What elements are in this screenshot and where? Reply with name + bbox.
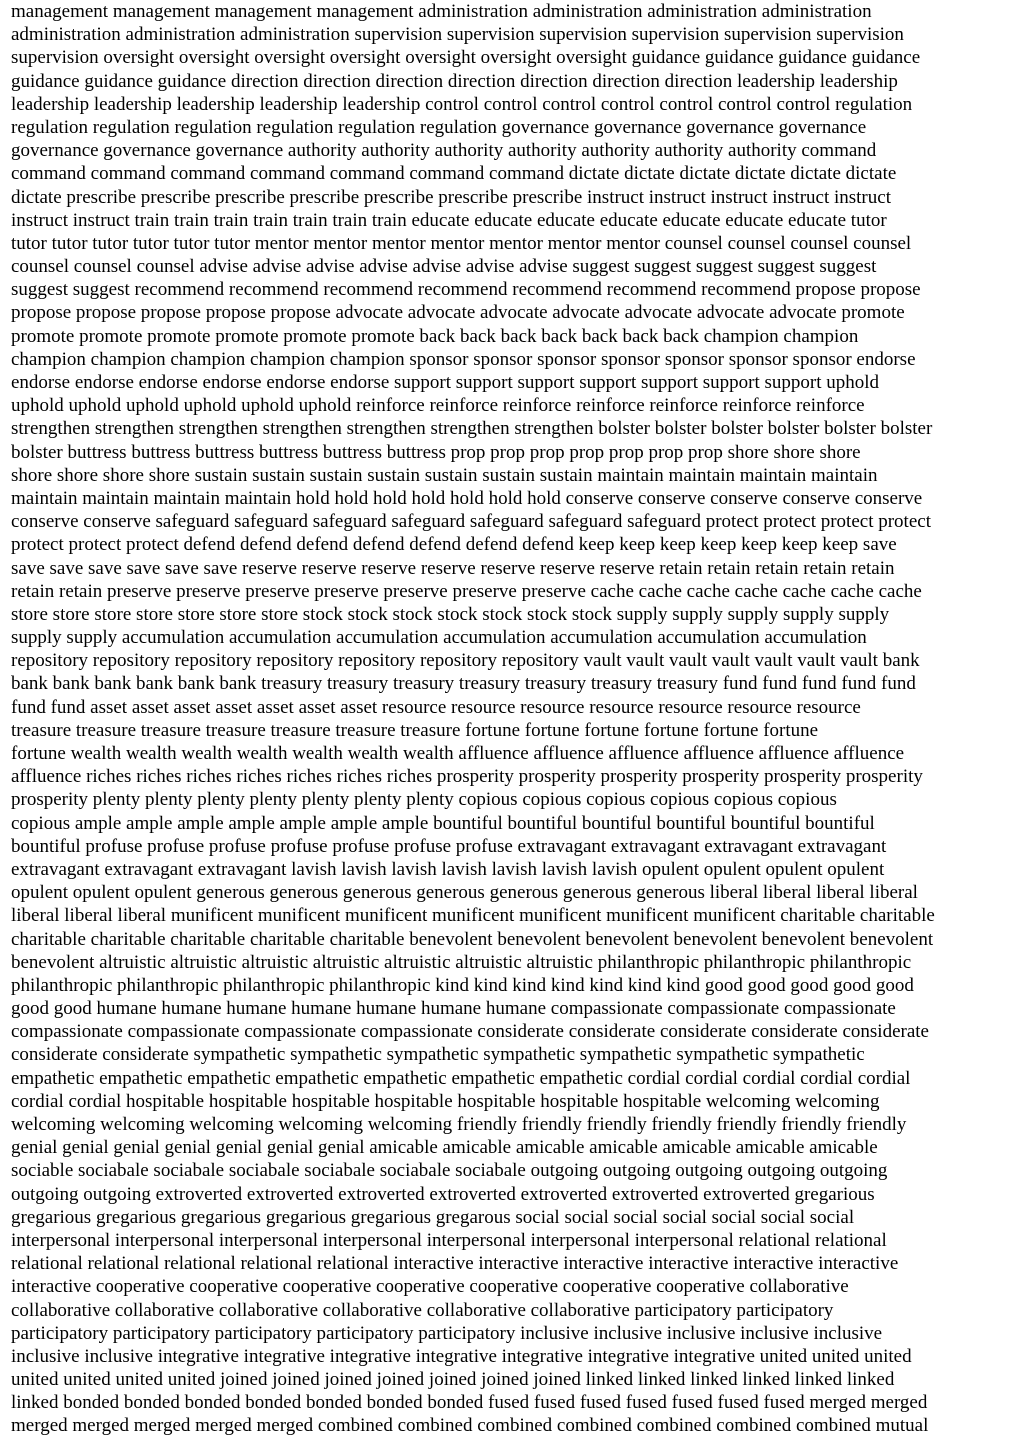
text-line: guidance guidance guidance direction direction direction direction direction direction direction leadership leadership — [11, 70, 898, 92]
text-line: endorse endorse endorse endorse endorse endorse support support support support support support support uphold — [11, 372, 880, 393]
text-line: good good humane humane humane humane humane humane humane compassionate compassionate compassionate — [11, 998, 896, 1020]
text-line: considerate considerate sympathetic sympathetic sympathetic sympathetic sympathetic sympathetic sympathetic — [11, 1044, 865, 1066]
text-line: retain retain preserve preserve preserve preserve preserve preserve preserve cache cache cache cache cache cache cache — [11, 580, 922, 602]
text-line: bank bank bank bank bank bank treasury treasury treasury treasury treasury treasury treasury fund fund fund fund fund — [11, 673, 916, 695]
text-line: uphold uphold uphold uphold uphold uphold reinforce reinforce reinforce reinforce reinforce reinforce reinforce — [11, 395, 865, 417]
text-line: promote promote promote promote promote promote back back back back back back back champion champion — [11, 325, 859, 347]
text-line: welcoming welcoming welcoming welcoming welcoming friendly friendly friendly friendly friendly friendly friendly — [11, 1114, 907, 1135]
text-line: management management management management administration administration administration administration — [11, 1, 872, 22]
text-line: linked bonded bonded bonded bonded bonded bonded bonded fused fused fused fused fused fused fused merged merged — [11, 1392, 928, 1414]
text-line: cordial cordial hospitable hospitable hospitable hospitable hospitable hospitable hospitable welcoming welcoming — [11, 1090, 880, 1112]
text-line: charitable charitable charitable charitable charitable benevolent benevolent benevolent benevolent benevolent benevolent — [11, 928, 934, 950]
text-line: treasure treasure treasure treasure treasure treasure treasure fortune fortune fortune fortune fortune fortune — [11, 719, 819, 741]
text-line: interactive cooperative cooperative cooperative cooperative cooperative cooperative cooperative collaborative — [11, 1276, 849, 1298]
text-line: fund fund asset asset asset asset asset asset asset resource resource resource resource resource resource resource — [11, 696, 861, 718]
text-line: champion champion champion champion champion sponsor sponsor sponsor sponsor sponsor sponsor sponsor endorse — [11, 348, 916, 370]
text-line: strengthen strengthen strengthen strengthen strengthen strengthen strengthen bolster bolster bolster bolster bolster bolster — [11, 418, 933, 440]
text-line: leadership leadership leadership leadership leadership control control control control control control control regulation — [11, 93, 913, 115]
text-line: extravagant extravagant extravagant lavish lavish lavish lavish lavish lavish lavish opulent opulent opulent opulent — [11, 858, 885, 880]
text-line: compassionate compassionate compassionate compassionate considerate considerate considerate considerate considerate — [11, 1021, 929, 1043]
text-line: opulent opulent opulent generous generous generous generous generous generous generous liberal liberal liberal liberal — [11, 882, 918, 904]
text-line: tutor tutor tutor tutor tutor tutor mentor mentor mentor mentor mentor mentor mentor counsel counsel counsel counsel — [11, 232, 912, 254]
text-line: philanthropic philanthropic philanthropic philanthropic kind kind kind kind kind kind kind good good good good good — [11, 974, 914, 996]
text-line: empathetic empathetic empathetic empathetic empathetic empathetic empathetic cordial cordial cordial cordial cordial — [11, 1067, 911, 1089]
text-line: instruct instruct train train train train train train train educate educate educate educate educate educate educate tutor — [11, 209, 887, 231]
text-line: administration administration administration supervision supervision supervision supervision supervision supervision — [11, 24, 904, 46]
text-line: protect protect protect defend defend defend defend defend defend defend keep keep keep keep keep keep keep save — [11, 534, 897, 556]
text-line: bolster buttress buttress buttress buttress buttress buttress prop prop prop prop prop prop prop shore shore shore — [11, 441, 861, 463]
text-line: benevolent altruistic altruistic altruistic altruistic altruistic altruistic altruistic philanthropic philanthropic philanthropic — [11, 951, 912, 973]
text-line: relational relational relational relational relational interactive interactive interactive interactive interactive interactive — [11, 1253, 899, 1275]
text-line: inclusive inclusive integrative integrative integrative integrative integrative integrative integrative united united united — [11, 1345, 912, 1367]
text-line: collaborative collaborative collaborative collaborative collaborative collaborative participatory participatory — [11, 1299, 834, 1321]
text-line: repository repository repository repository repository repository repository vault vault vault vault vault vault vault bank — [11, 650, 920, 672]
text-line: supply supply accumulation accumulation accumulation accumulation accumulation accumulation accumulation — [11, 627, 867, 649]
text-line: propose propose propose propose propose advocate advocate advocate advocate advocate advocate advocate promote — [11, 302, 905, 324]
text-line: liberal liberal liberal munificent munificent munificent munificent munificent munificent munificent charitable charitable — [11, 905, 935, 927]
text-line: counsel counsel counsel advise advise advise advise advise advise advise suggest suggest suggest suggest suggest — [11, 256, 877, 278]
text-line: shore shore shore shore sustain sustain sustain sustain sustain sustain sustain maintain maintain maintain maintain — [11, 464, 878, 486]
text-line: interpersonal interpersonal interpersonal interpersonal interpersonal interpersonal interpersonal relational relational — [11, 1229, 887, 1251]
text-line: dictate prescribe prescribe prescribe prescribe prescribe prescribe prescribe instruct instruct instruct instruct instruct — [11, 186, 891, 208]
text-line: bountiful profuse profuse profuse profuse profuse profuse profuse extravagant extravagant extravagant extravagant — [11, 835, 887, 857]
text-line: sociable sociabale sociabale sociabale sociabale sociabale sociabale outgoing outgoing outgoing outgoing outgoing — [11, 1160, 888, 1182]
document-body-text — [11, 0, 1017, 1438]
text-line: copious ample ample ample ample ample ample ample bountiful bountiful bountiful bountiful bountiful bountiful — [11, 812, 875, 834]
text-line: save save save save save save reserve reserve reserve reserve reserve reserve reserve retain retain retain retain retain — [11, 557, 895, 579]
text-line: suggest suggest recommend recommend recommend recommend recommend recommend recommend propose propose — [11, 279, 921, 301]
text-line: conserve conserve safeguard safeguard safeguard safeguard safeguard safeguard safeguard protect protect protect protect — [11, 511, 931, 533]
text-line: united united united united joined joined joined joined joined joined joined linked linked linked linked linked linked — [11, 1369, 895, 1391]
text-line: maintain maintain maintain maintain hold hold hold hold hold hold hold conserve conserve conserve conserve conserve — [11, 487, 923, 509]
text-line: prosperity plenty plenty plenty plenty plenty plenty plenty copious copious copious copious copious copious — [11, 789, 837, 811]
text-line: outgoing outgoing extroverted extroverted extroverted extroverted extroverted extroverted extroverted gregarious — [11, 1183, 875, 1205]
text-line: store store store store store store store stock stock stock stock stock stock stock supply supply supply supply supply — [11, 603, 890, 625]
text-line: gregarious gregarious gregarious gregarious gregarious gregarous social social social social social social social — [11, 1206, 855, 1228]
text-line: affluence riches riches riches riches riches riches riches prosperity prosperity prosperity prosperity prosperity prosperity — [11, 766, 923, 788]
text-line: genial genial genial genial genial genial genial amicable amicable amicable amicable amicable amicable amicable — [11, 1137, 878, 1159]
text-line: fortune wealth wealth wealth wealth wealth wealth wealth affluence affluence affluence affluence affluence affluence — [11, 743, 905, 764]
text-line: participatory participatory participatory participatory participatory inclusive inclusive inclusive inclusive inclusive — [11, 1322, 883, 1344]
text-line: governance governance governance authority authority authority authority authority authority authority command — [11, 140, 877, 162]
text-line: regulation regulation regulation regulation regulation regulation governance governance governance governance — [11, 116, 867, 138]
text-line: merged merged merged merged merged combined combined combined combined combined combined combined mutual — [11, 1415, 929, 1437]
text-line: command command command command command command command dictate dictate dictate dictate dictate dictate — [11, 163, 897, 185]
text-line: supervision oversight oversight oversight oversight oversight oversight oversight guidance guidance guidance guidance — [11, 47, 921, 69]
